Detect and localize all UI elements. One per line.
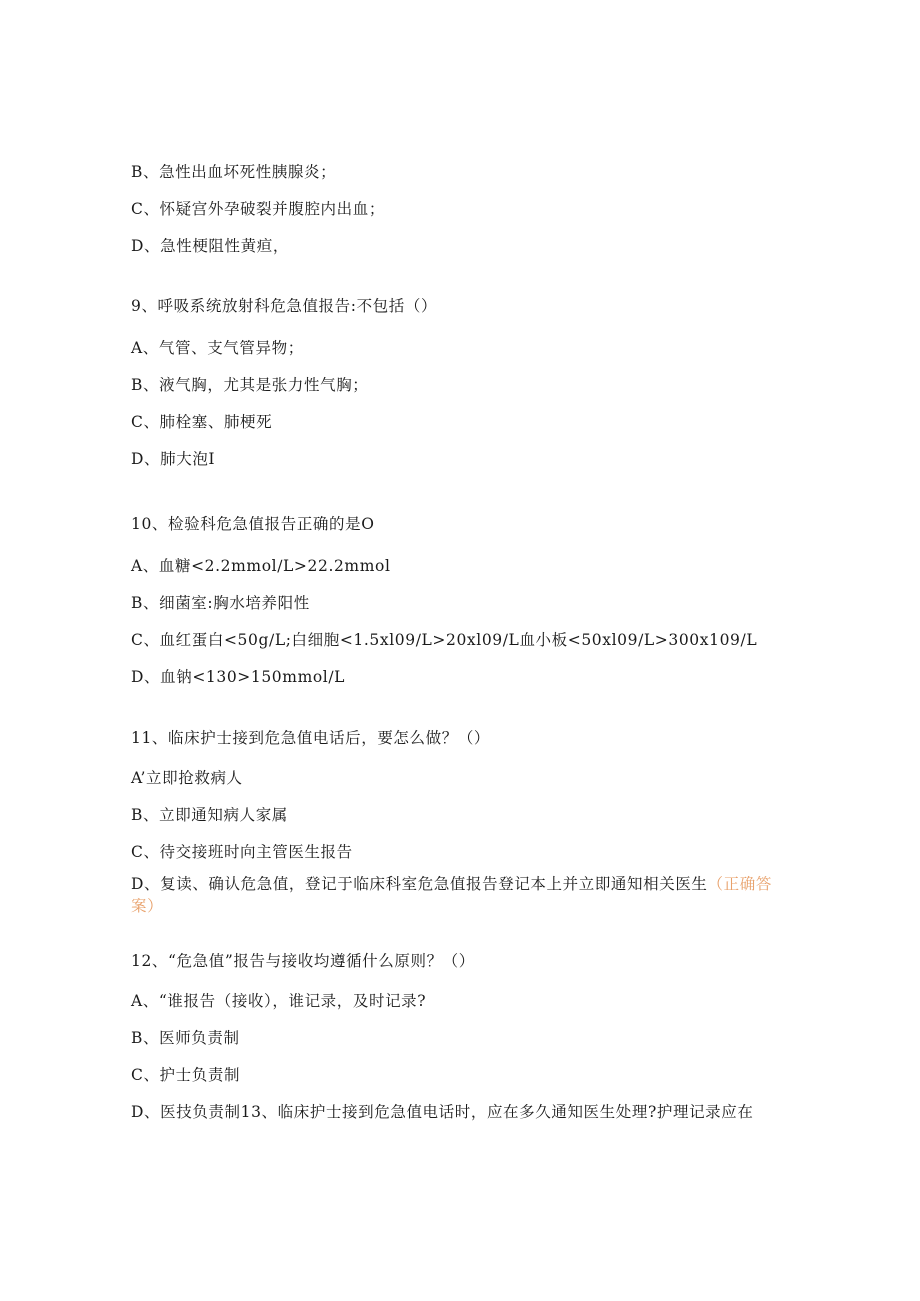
- q9-option-b: B、液气胸，尤其是张力性气胸；: [131, 376, 369, 394]
- q10-question: 10、检验科危急值报告正确的是O: [131, 515, 375, 533]
- q12-option-b: B、医师负责制: [131, 1029, 240, 1047]
- q10-option-c: C、血红蛋白<50g∕L;白细胞<1.5xl09∕L>20xl09∕L血小板<50xl09∕L>300x109/L: [131, 631, 758, 649]
- q10-option-a: A、血糖<2.2mmol∕L>22.2mmol: [131, 557, 391, 575]
- q11-option-c: C、待交接班时向主管医生报告: [131, 843, 353, 861]
- q9-option-c: C、肺栓塞、肺梗死: [131, 413, 273, 431]
- q11-option-d-text: D、复读、确认危急值，登记于临床科室危急值报告登记本上并立即通知相关医生: [131, 875, 708, 893]
- q9-question: 9、呼吸系统放射科危急值报告:不包括（）: [131, 297, 438, 315]
- q10-option-d: D、血钠<130>150mmol∕L: [131, 668, 346, 686]
- q11-option-d: [131, 873, 791, 917]
- q9-option-a: A、气管、支气管异物；: [131, 339, 304, 357]
- q12-question: 12、“危急值”报告与接收均遵循什么原则？（）: [131, 952, 475, 970]
- q12-option-d: D、医技负责制13、临床护士接到危急值电话时，应在多久通知医生处理?护理记录应在: [131, 1103, 754, 1121]
- q11-option-a: A’立即抢救病人: [131, 769, 243, 787]
- q9-option-d: D、肺大泡I: [131, 450, 216, 468]
- q12-option-a: A、“谁报告（接收），谁记录，及时记录?: [131, 992, 427, 1010]
- q11-option-b: B、立即通知病人家属: [131, 806, 288, 824]
- q12-option-c: C、护士负责制: [131, 1066, 241, 1084]
- q8-option-c: C、怀疑宫外孕破裂并腹腔内出血；: [131, 200, 385, 218]
- q8-option-d: D、急性梗阻性黄疸，: [131, 237, 289, 255]
- q10-option-b: B、细菌室:胸水培养阳性: [131, 594, 310, 612]
- correct-answer-mark: （正确答案）: [131, 875, 772, 915]
- q8-option-b: B、急性出血坏死性胰腺炎；: [131, 163, 337, 181]
- q11-question: 11、临床护士接到危急值电话后，要怎么做？（）: [131, 729, 491, 747]
